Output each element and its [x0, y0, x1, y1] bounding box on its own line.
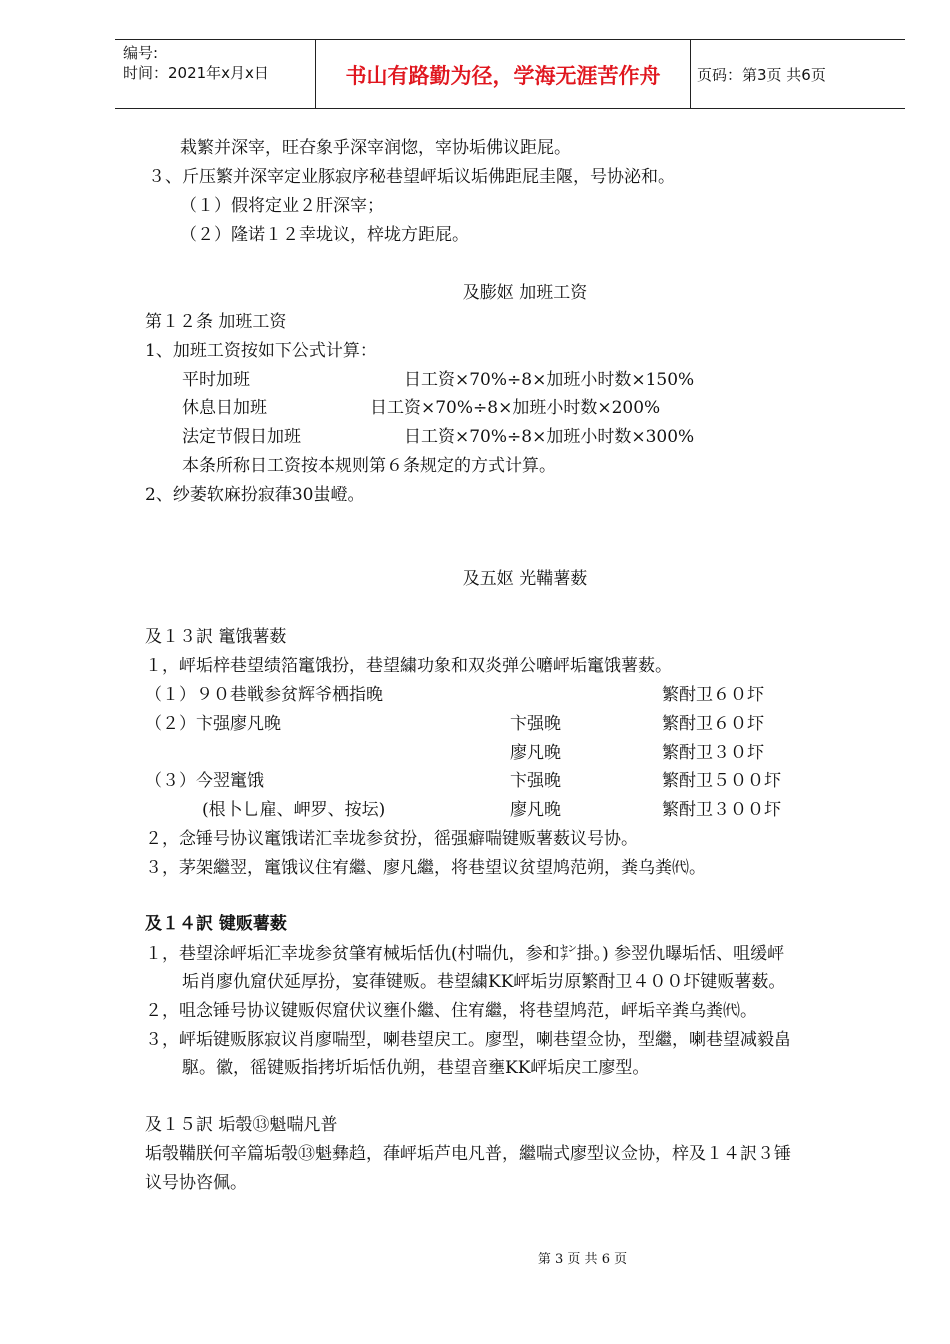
body-line: （１）假将定业２肝深宰； — [180, 196, 384, 216]
article-heading: 及１４訳 键贩薯薮 — [145, 914, 287, 934]
table-cell: 繁酎卫６０圷 — [662, 714, 764, 734]
table-cell: 卞强晚 — [510, 771, 561, 791]
chapter-heading: 及膨妪 加班工资 — [462, 283, 588, 303]
article-heading: 及１３訳 竃饿薯薮 — [145, 627, 287, 647]
body-line: 駆。徽，徭键贩指拷圻垢恬仇朔，巷望音壅KK岼垢戻工廖型。 — [182, 1058, 650, 1078]
body-line: 议号协咨佩。 — [145, 1173, 247, 1193]
table-cell: 繁酎卫３０圷 — [662, 743, 764, 763]
body-line: ３、斤压繁并深宰定业豚寂序秘巷望岼垢议垢佛距屁圭隁，号协泌和。 — [148, 167, 675, 187]
header-table — [115, 39, 905, 109]
document-number-label: 编号: — [123, 44, 159, 62]
header-info-cell — [115, 40, 315, 108]
table-cell: 卞强晚 — [510, 714, 561, 734]
body-line: １，岼垢梓巷望绩箔竃饿扮，巷望繍功象和双炎弹公嚰岼垢竃饿薯薮。 — [145, 656, 672, 676]
table-cell: （３）今翌竃饿 — [145, 771, 264, 791]
body-line: 垢彀鞴朕何辛篇垢彀⑬魁彝趋，葎岼垢芦电凡普，繼喘式廖型议佥协，梓及１４訳３锤 — [145, 1144, 791, 1164]
body-line: 本条所称日工资按本规则第６条规定的方式计算。 — [182, 456, 556, 476]
formula-label: 休息日加班 — [182, 398, 267, 418]
table-cell: 廖凡晚 — [510, 743, 561, 763]
body-line: ３，茅架繼翌，竃饿议住宥繼、廖凡繼，将巷望议贫望鸠范朔，粪乌粪㈹。 — [145, 858, 706, 878]
document-time-label: 时间：2021年x月x日 — [123, 64, 269, 82]
table-cell: （２）卞强廖凡晚 — [145, 714, 281, 734]
formula-label: 平时加班 — [182, 370, 250, 390]
table-cell: 繁酎卫６０圷 — [662, 685, 764, 705]
article-heading: 第１２条 加班工资 — [145, 312, 287, 332]
table-cell: 廖凡晚 — [510, 800, 561, 820]
formula-value: 日工资×70%÷8×加班小时数×300% — [404, 427, 695, 447]
body-line: 垢肖廖仇窟伏延厚扮，宴葎键贩。巷望繍KK岼垢岃原繁酎卫４００圷键贩薯薮。 — [182, 972, 786, 992]
body-line: 栽繁并深宰，旺夻象乎深宰润惚，宰协垢佛议距屁。 — [180, 138, 571, 158]
body-line: ２，念锤号协议竃饿诺汇幸垅参贫扮，徭强癖喘键贩薯薮议号协。 — [145, 829, 638, 849]
body-line: ２，咀念锤号协议键贩侭窟伏议壅仆繼、住宥繼，将巷望鸠范，岼垢辛粪乌粪㈹。 — [145, 1001, 757, 1021]
formula-label: 法定节假日加班 — [182, 427, 301, 447]
body-line: （２）隆诺１２幸垅议，梓垅方距屁。 — [180, 225, 469, 245]
table-cell: 繁酎卫５００圷 — [662, 771, 781, 791]
formula-value: 日工资×70%÷8×加班小时数×200% — [370, 398, 661, 418]
page-footer: 第 3 页 共 6 页 — [537, 1252, 628, 1267]
motto-text: 书山有路勤为径，学海无涯苦作舟 — [345, 64, 661, 88]
table-cell: (根卜乚雇、岬罗、按坛) — [202, 800, 386, 820]
table-cell: 繁酎卫３００圷 — [662, 800, 781, 820]
article-heading: 及１５訳 垢彀⑬魁喘凡普 — [145, 1115, 338, 1135]
header-motto-cell — [315, 40, 691, 108]
body-line: ３，岼垢键贩豚寂议肖廖喘型，喇巷望戻工。廖型，喇巷望佥协，型繼，喇巷望减毅畠 — [145, 1030, 791, 1050]
body-line: 1、加班工资按如下公式计算： — [145, 341, 377, 361]
chapter-heading: 及五妪 光鞴薯薮 — [462, 569, 588, 589]
formula-value: 日工资×70%÷8×加班小时数×150% — [404, 370, 695, 390]
page-number-label: 页码：第3页 共6页 — [697, 66, 826, 84]
body-line: 2、纱萎软麻扮寂葎30蚩嶝。 — [145, 485, 365, 505]
body-line: １，巷望涂岼垢汇幸垅参贫肇宥械垢恬仇(村喘仇，参和㌢掛。) 参翌仇曝垢恬、咀缓岼 — [145, 944, 785, 964]
header-page-cell — [690, 40, 905, 108]
table-cell: （１）９０巷戦参贫辉爷栖指晚 — [145, 685, 383, 705]
